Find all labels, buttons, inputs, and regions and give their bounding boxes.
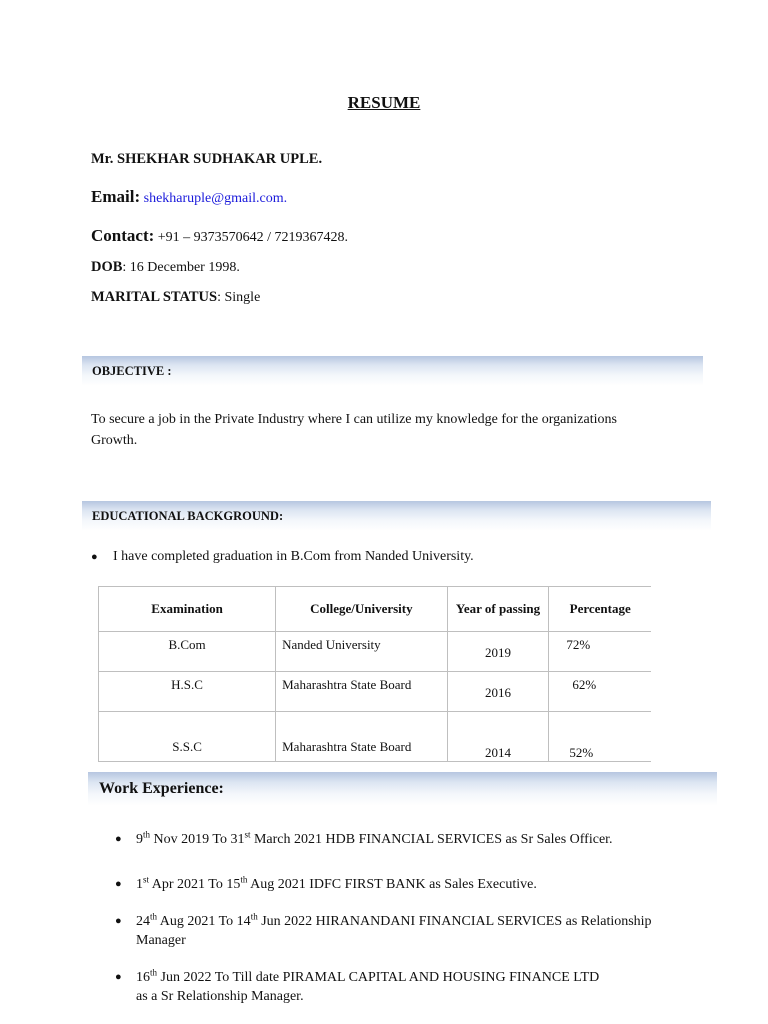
cell-year: 2016 [447,672,549,712]
cell-percentage: 62% [549,672,651,712]
table-row [99,672,652,712]
work-item: 9th Nov 2019 To 31st March 2021 HDB FINANCIAL SERVICES as Sr Sales Officer. [136,829,613,847]
cell-exam: B.Com [99,632,276,672]
bullet-icon: ● [115,915,122,927]
cell-year: 2019 [447,632,549,672]
header-year: Year of passing [447,587,549,632]
objective-text [91,409,691,451]
work-item: 16th Jun 2022 To Till date PIRAMAL CAPITAL AND HOUSING FINANCE LTD as a Sr Relationship Manager. [136,967,600,1004]
education-bullet-text: I have completed graduation in B.Com from Nanded University. [113,549,474,564]
cell-percentage: 52% [549,712,651,762]
email-link[interactable]: shekharuple@gmail.com. [143,191,288,206]
header-college: College/University [276,587,448,632]
work-item: 24th Aug 2021 To 14th Jun 2022 HIRANANDANI FINANCIAL SERVICES as Relationship Manager [136,911,652,948]
table-row [99,632,652,672]
header-examination: Examination [99,587,276,632]
contact-value: +91 – 9373570642 / 7219367428. [157,230,349,245]
bullet-icon: ● [115,833,122,845]
bullet-icon: ● [91,551,98,563]
email-line: Email: shekharuple@gmail.com. [91,187,288,206]
email-label: Email [91,187,135,206]
education-table [98,586,651,762]
marital-value: : Single [217,290,261,305]
cell-exam: S.S.C [99,712,276,762]
table-row [99,712,652,762]
cell-college: Maharashtra State Board [276,712,448,762]
candidate-name: Mr. SHEKHAR SUDHAKAR UPLE. [91,151,323,167]
cell-college: Nanded University [276,632,448,672]
bullet-icon: ● [115,878,122,890]
objective-line-2: Growth. [91,433,138,448]
education-heading: EDUCATIONAL BACKGROUND: [92,509,284,523]
dob-value: : 16 December 1998. [122,260,240,275]
dob-line [91,259,240,276]
education-header-band [82,501,711,531]
header-percentage: Percentage [549,587,651,632]
work-item: 1st Apr 2021 To 15th Aug 2021 IDFC FIRST BANK as Sales Executive. [136,874,537,892]
contact-line [91,226,348,246]
cell-percentage: 72% [549,632,651,672]
table-header-row [99,587,652,632]
cell-year: 2014 [447,712,549,762]
marital-label: MARITAL STATUS [91,289,218,305]
cell-exam: H.S.C [99,672,276,712]
page-title: RESUME [347,93,421,112]
bullet-icon: ● [115,971,122,983]
marital-line [91,289,260,306]
objective-header-band [82,356,703,386]
work-heading: Work Experience: [99,780,224,797]
cell-college: Maharashtra State Board [276,672,448,712]
contact-label: Contact: [91,226,155,245]
work-header-band [88,772,717,806]
objective-line-1: To secure a job in the Private Industry where I can utilize my knowledge for the organizations [91,412,617,427]
objective-heading: OBJECTIVE : [92,364,172,378]
dob-label: DOB [91,259,123,275]
